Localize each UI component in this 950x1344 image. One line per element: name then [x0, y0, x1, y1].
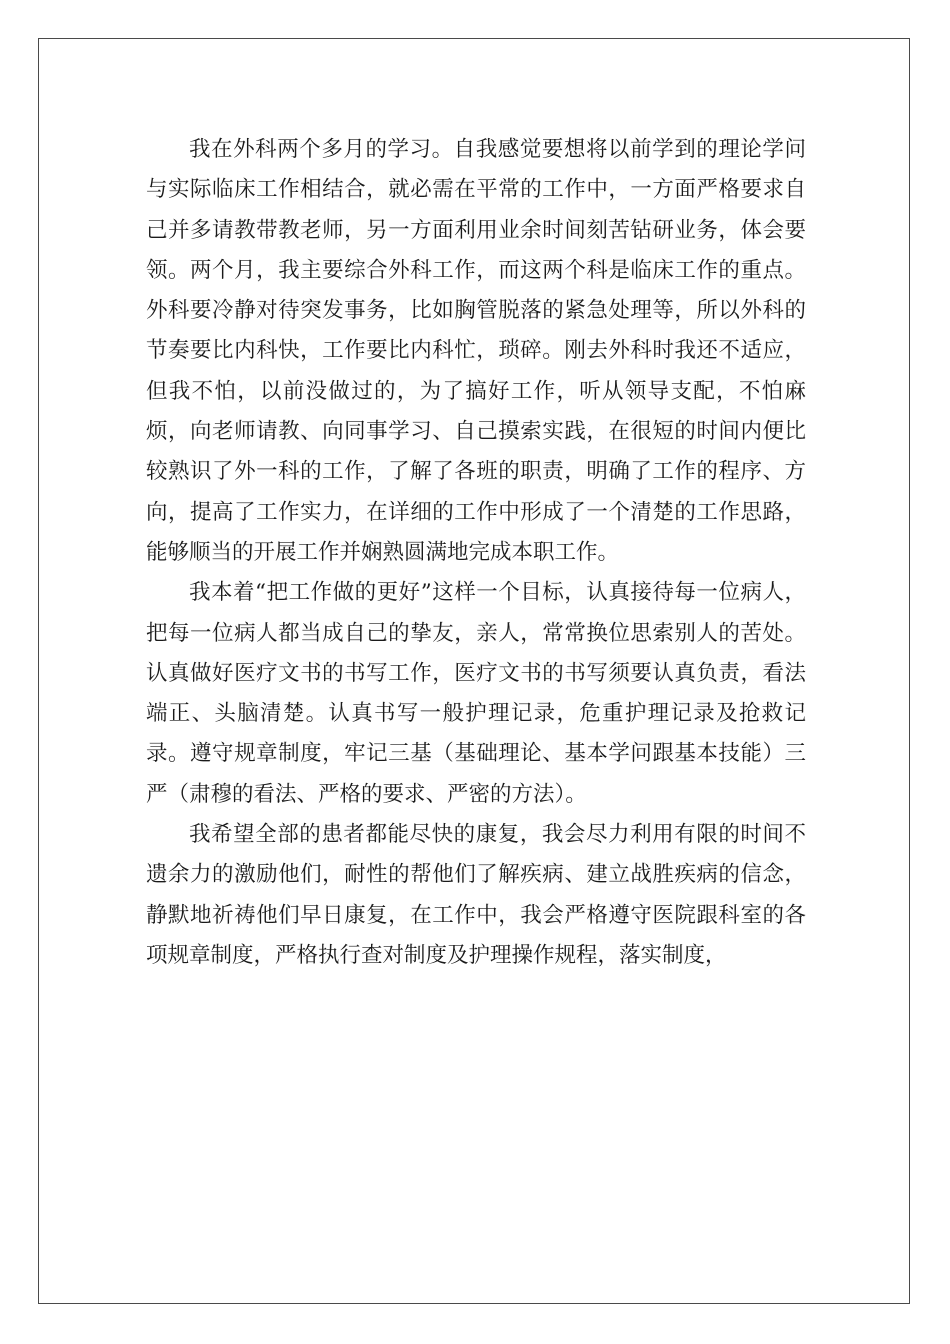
paragraph-3: 我希望全部的患者都能尽快的康复，我会尽力利用有限的时间不遗余力的激励他们，耐性的帮他们了解疾病、建立战胜疾病的信念，静默地祈祷他们早日康复，在工作中，我会严格遵守医院跟科室的各项规章制度，严格执行查对制度及护理操作规程，落实制度，	[146, 822, 806, 968]
document-body	[146, 130, 806, 976]
paragraph-2: 我本着“把工作做的更好”这样一个目标，认真接待每一位病人，把每一位病人都当成自己的挚友，亲人，常常换位思索别人的苦处。认真做好医疗文书的书写工作，医疗文书的书写须要认真负责，看法端正、头脑清楚。认真书写一般护理记录，危重护理记录及抢救记录。遵守规章制度，牢记三基（基础理论、基本学问跟基本技能）三严（肃穆的看法、严格的要求、严密的方法）。	[146, 580, 806, 807]
paragraph-1: 我在外科两个多月的学习。自我感觉要想将以前学到的理论学问与实际临床工作相结合，就必需在平常的工作中，一方面严格要求自己并多请教带教老师，另一方面利用业余时间刻苦钻研业务，体会要领。两个月，我主要综合外科工作，而这两个科是临床工作的重点。外科要冷静对待突发事务，比如胸管脱落的紧急处理等，所以外科的节奏要比内科快，工作要比内科忙，琐碎。刚去外科时我还不适应，但我不怕，以前没做过的，为了搞好工作，听从领导支配，不怕麻烦，向老师请教、向同事学习、自己摸索实践，在很短的时间内便比较熟识了外一科的工作，了解了各班的职责，明确了工作的程序、方向，提高了工作实力，在详细的工作中形成了一个清楚的工作思路，能够顺当的开展工作并娴熟圆满地完成本职工作。	[146, 137, 806, 565]
